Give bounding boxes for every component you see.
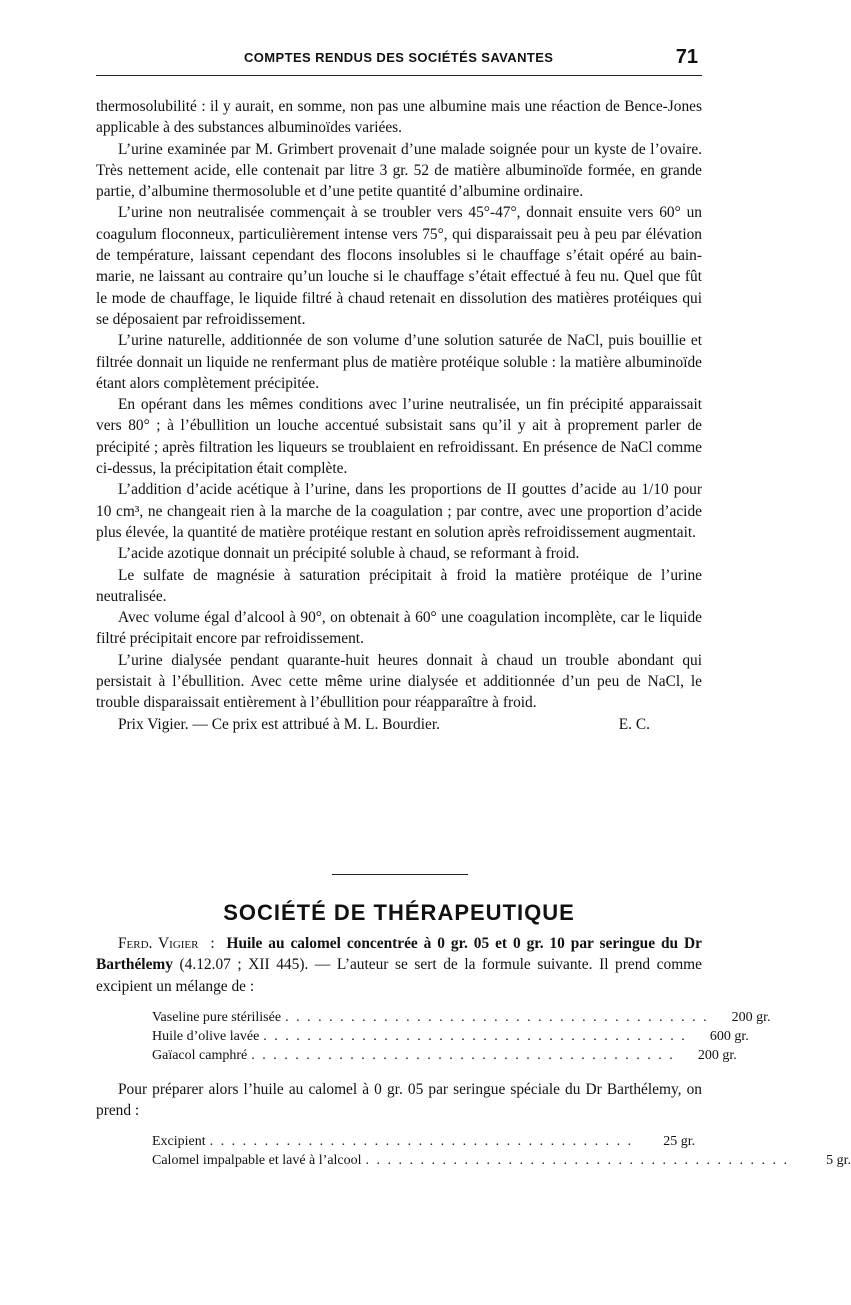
paragraph: L’urine examinée par M. Grimbert provenait d’une malade soignée pour un kyste de l’ovaire. Très nettement acide, elle contenait par litre 3 gr. 52 de matière albuminoïde formée, en grande partie, d’albumine thermosoluble et d’une petite quantité d’albumine ordinaire.	[96, 140, 702, 201]
paragraph: thermosolubilité : il y aurait, en somme, non pas une albumine mais une réaction de Bence-Jones applicable à des substances albuminoïdes variées.	[96, 98, 702, 137]
ingredient-quantity: 25 gr.	[663, 1134, 696, 1150]
preparation-intro: Pour préparer alors l’huile au calomel à 0 gr. 05 par seringue spéciale du Dr Barthélemy, on prend :	[96, 1080, 702, 1120]
article	[96, 933, 851, 1184]
dot-leader: . . . . . . . . . . . . . . . . . . . . . . . . . . . . . . . . . . . . . . .	[251, 1047, 675, 1063]
running-head	[94, 45, 704, 71]
paragraph: L’addition d’acide acétique à l’urine, dans les proportions de II gouttes d’acide au 1/10 pour 10 cm³, ne changeait rien à la marche de la coagulation ; par contre, avec une proportion d’acide plus élevée, la quantité de matière protéique restant en solution après refroidissement augmentait.	[96, 481, 702, 541]
article-intro	[96, 933, 702, 997]
dot-leader: . . . . . . . . . . . . . . . . . . . . . . . . . . . . . . . . . . . . . . .	[285, 1009, 709, 1025]
running-title: COMPTES RENDUS DES SOCIÉTÉS SAVANTES	[244, 50, 554, 65]
paragraph: L’urine non neutralisée commençait à se troubler vers 45°-47°, donnait ensuite vers 60° un coagulum floconneux, particulièrement intense vers 75°, qui disparaissait peu à peu par élévation de température, laissant cependant des flocons insolubles si le chauffage s’était opéré au bain-marie, ne laissant au contraire qu’un louche si le chauffage s’était effectué à feu nu. Quel que fût le mode de chauffage, le liquide filtré à chaud retenait en dissolution des matières protéiques qui se déposaient par refroidissement.	[96, 204, 702, 328]
ingredient-name: Huile d’olive lavée	[152, 1028, 260, 1044]
report-body	[96, 96, 702, 735]
excipient-recipe	[152, 1008, 771, 1065]
article-author: Ferd. Vigier	[118, 935, 199, 952]
ingredient-quantity: 600 gr.	[709, 1028, 749, 1044]
article-intro-text: — L’auteur se sert de la formule suivante. Il prend comme excipient un mélange de :	[96, 956, 702, 995]
dot-leader: . . . . . . . . . . . . . . . . . . . . . . . . . . . . . . . . . . . . . . .	[209, 1134, 634, 1150]
ingredient-quantity: 200 gr.	[731, 1009, 771, 1025]
ingredient-quantity: 200 gr.	[697, 1047, 737, 1063]
dot-leader: . . . . . . . . . . . . . . . . . . . . . . . . . . . . . . . . . . . . . . .	[263, 1028, 687, 1044]
section-divider	[332, 874, 468, 875]
paragraph: Le sulfate de magnésie à saturation précipitait à froid la matière protéique de l’urine neutralisée.	[96, 566, 702, 605]
recipe-row	[152, 1132, 696, 1151]
paragraph: L’urine naturelle, additionnée de son volume d’une solution saturée de NaCl, puis bouillie et filtrée donnait un liquide ne renfermant plus de matière protéique soluble : la matière albuminoïde étant alors complètement précipitée.	[96, 332, 702, 392]
recipe-row	[152, 1151, 851, 1170]
recipe-row	[152, 1046, 737, 1065]
recipe-row	[152, 1008, 771, 1027]
paragraph: L’acide azotique donnait un précipité soluble à chaud, se reformant à froid.	[118, 545, 580, 563]
paragraph: L’urine dialysée pendant quarante-huit heures donnait à chaud un trouble abondant qui persistait à l’ébullition. Avec cette même urine dialysée et additionnée d’un peu de NaCl, le trouble disparaissait entièrement à l’ébullition pour réapparaître à froid.	[96, 651, 702, 712]
ingredient-quantity: 5 gr.	[826, 1153, 851, 1169]
article-title: Huile au calomel concentrée à 0 gr. 05 et 0 gr. 10 par seringue du Dr Barthélemy	[96, 935, 702, 974]
prize-line	[96, 714, 702, 735]
dot-leader: . . . . . . . . . . . . . . . . . . . . . . . . . . . . . . . . . . . . . . .	[365, 1153, 790, 1169]
ingredient-name: Vaseline pure stérilisée	[152, 1009, 282, 1025]
prize-text: Prix Vigier. — Ce prix est attribué à M. L. Bourdier.	[118, 715, 440, 733]
header-rule	[96, 75, 702, 76]
preparation-recipe	[152, 1132, 851, 1170]
author-initials: E. C.	[618, 715, 650, 733]
paragraph: Avec volume égal d’alcool à 90°, on obtenait à 60° une coagulation incomplète, car le liquide filtré précipitait encore par refroidissement.	[96, 609, 702, 648]
ingredient-name: Excipient	[152, 1134, 206, 1150]
article-citation: (4.12.07 ; XII 445).	[179, 956, 309, 974]
ingredient-name: Calomel impalpable et lavé à l’alcool	[152, 1153, 362, 1169]
colon-separator: :	[204, 935, 221, 952]
paragraph: En opérant dans les mêmes conditions avec l’urine neutralisée, un fin précipité apparaissait vers 80° ; à l’ébullition un louche accentué subsistait sans qu’il y ait à proprement parler de précipité ; après filtration les liqueurs se troublaient en refroidissant. En présence de NaCl comme ci-dessus, la précipitation était complète.	[96, 396, 702, 478]
ingredient-name: Gaïacol camphré	[152, 1047, 248, 1063]
recipe-row	[152, 1027, 749, 1046]
page-number: 71	[675, 46, 698, 68]
section-heading: SOCIÉTÉ DE THÉRAPEUTIQUE	[223, 900, 575, 925]
